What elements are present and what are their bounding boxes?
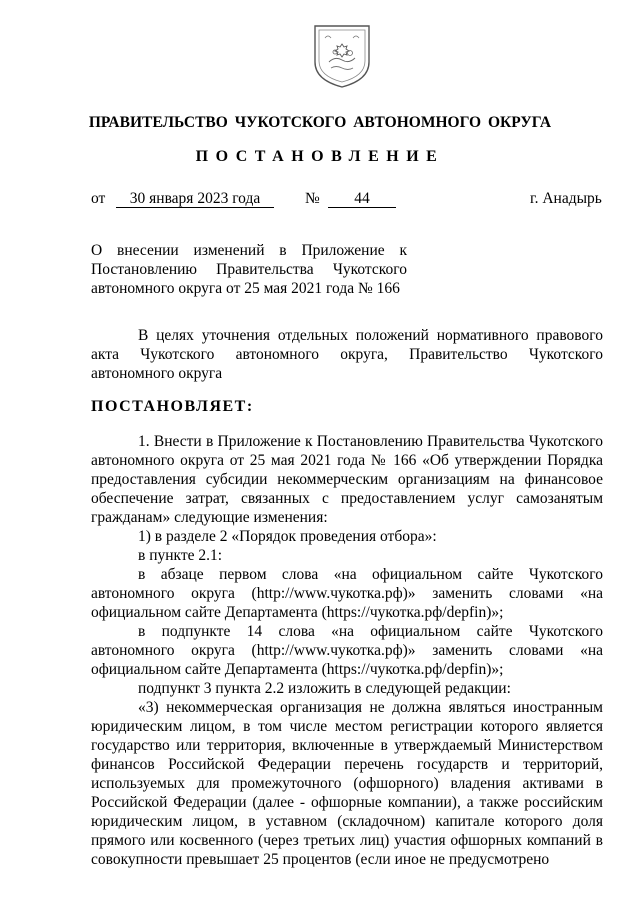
decree-date: [116, 189, 274, 209]
resolves-heading: ПОСТАНОВЛЯЕТ:: [91, 398, 254, 415]
coat-of-arms-emblem: [311, 22, 373, 90]
decree-number-value: 44: [328, 191, 396, 208]
paragraph: в пункте 2.1:: [138, 547, 223, 564]
decree-subject: [91, 241, 407, 298]
subject-line: Постановлению Правительства Чукотского: [91, 261, 407, 278]
city: г. Анадырь: [530, 190, 602, 207]
from-label: от: [91, 190, 106, 207]
document-type-title: ПОСТАНОВЛЕНИЕ: [195, 148, 445, 165]
paragraph: «3) некоммерческая организация не должна являться иностранным юридическим лицом, в том числе местом регистрации которого является государство или территория, включенные в утверждаемый Министерством финансов Российской Федерации перечень государств и территорий, используемых для промежуточного (офшорного) владения активами в Российской Федерации (далее - офшорные компании), а также российским юридическим лицом, в уставном (складочном) капитале которого доля прямого или косвенного (через третьих лиц) участия офшорных компаний в совокупности превышает 25 процентов (если иное не предусмотрено: [91, 699, 603, 868]
government-name: ПРАВИТЕЛЬСТВО ЧУКОТСКОГО АВТОНОМНОГО ОКРУГА: [88, 114, 552, 131]
preamble: В целях уточнения отдельных положений нормативного правового акта Чукотского автономного округа, Правительство Чукотского автономного округа: [91, 327, 603, 382]
paragraph: 1. Внести в Приложение к Постановлению Правительства Чукотского автономного округа от 25 мая 2021 года № 166 «Об утверждении Порядка предоставления субсидии некоммерческим организациям на финансовое обеспечение затрат, связанных с предоставлением услуг самозанятым гражданам» следующие изменения:: [91, 433, 603, 526]
decree-date-value: 30 января 2023 года: [116, 191, 274, 208]
subject-line: О внесении изменений в Приложение к: [91, 242, 407, 259]
paragraph: в подпункте 14 слова «на официальном сайте Чукотского автономного округа (http://www.чукотка.рф)» заменить словами «на официальном сайте Департамента (https://чукотка.рф/depfin)»;: [91, 623, 603, 678]
decree-number: [328, 189, 396, 209]
paragraph: подпункт 3 пункта 2.2 изложить в следующей редакции:: [138, 680, 511, 697]
subject-line: автономного округа от 25 мая 2021 года № 166: [91, 280, 400, 297]
number-label: №: [305, 190, 320, 207]
decree-body: [91, 432, 603, 869]
paragraph: 1) в разделе 2 «Порядок проведения отбора»:: [138, 528, 437, 545]
paragraph: в абзаце первом слова «на официальном сайте Чукотского автономного округа (http://www.чукотка.рф)» заменить словами «на официальном сайте Департамента (https://чукотка.рф/depfin)»;: [91, 566, 603, 621]
